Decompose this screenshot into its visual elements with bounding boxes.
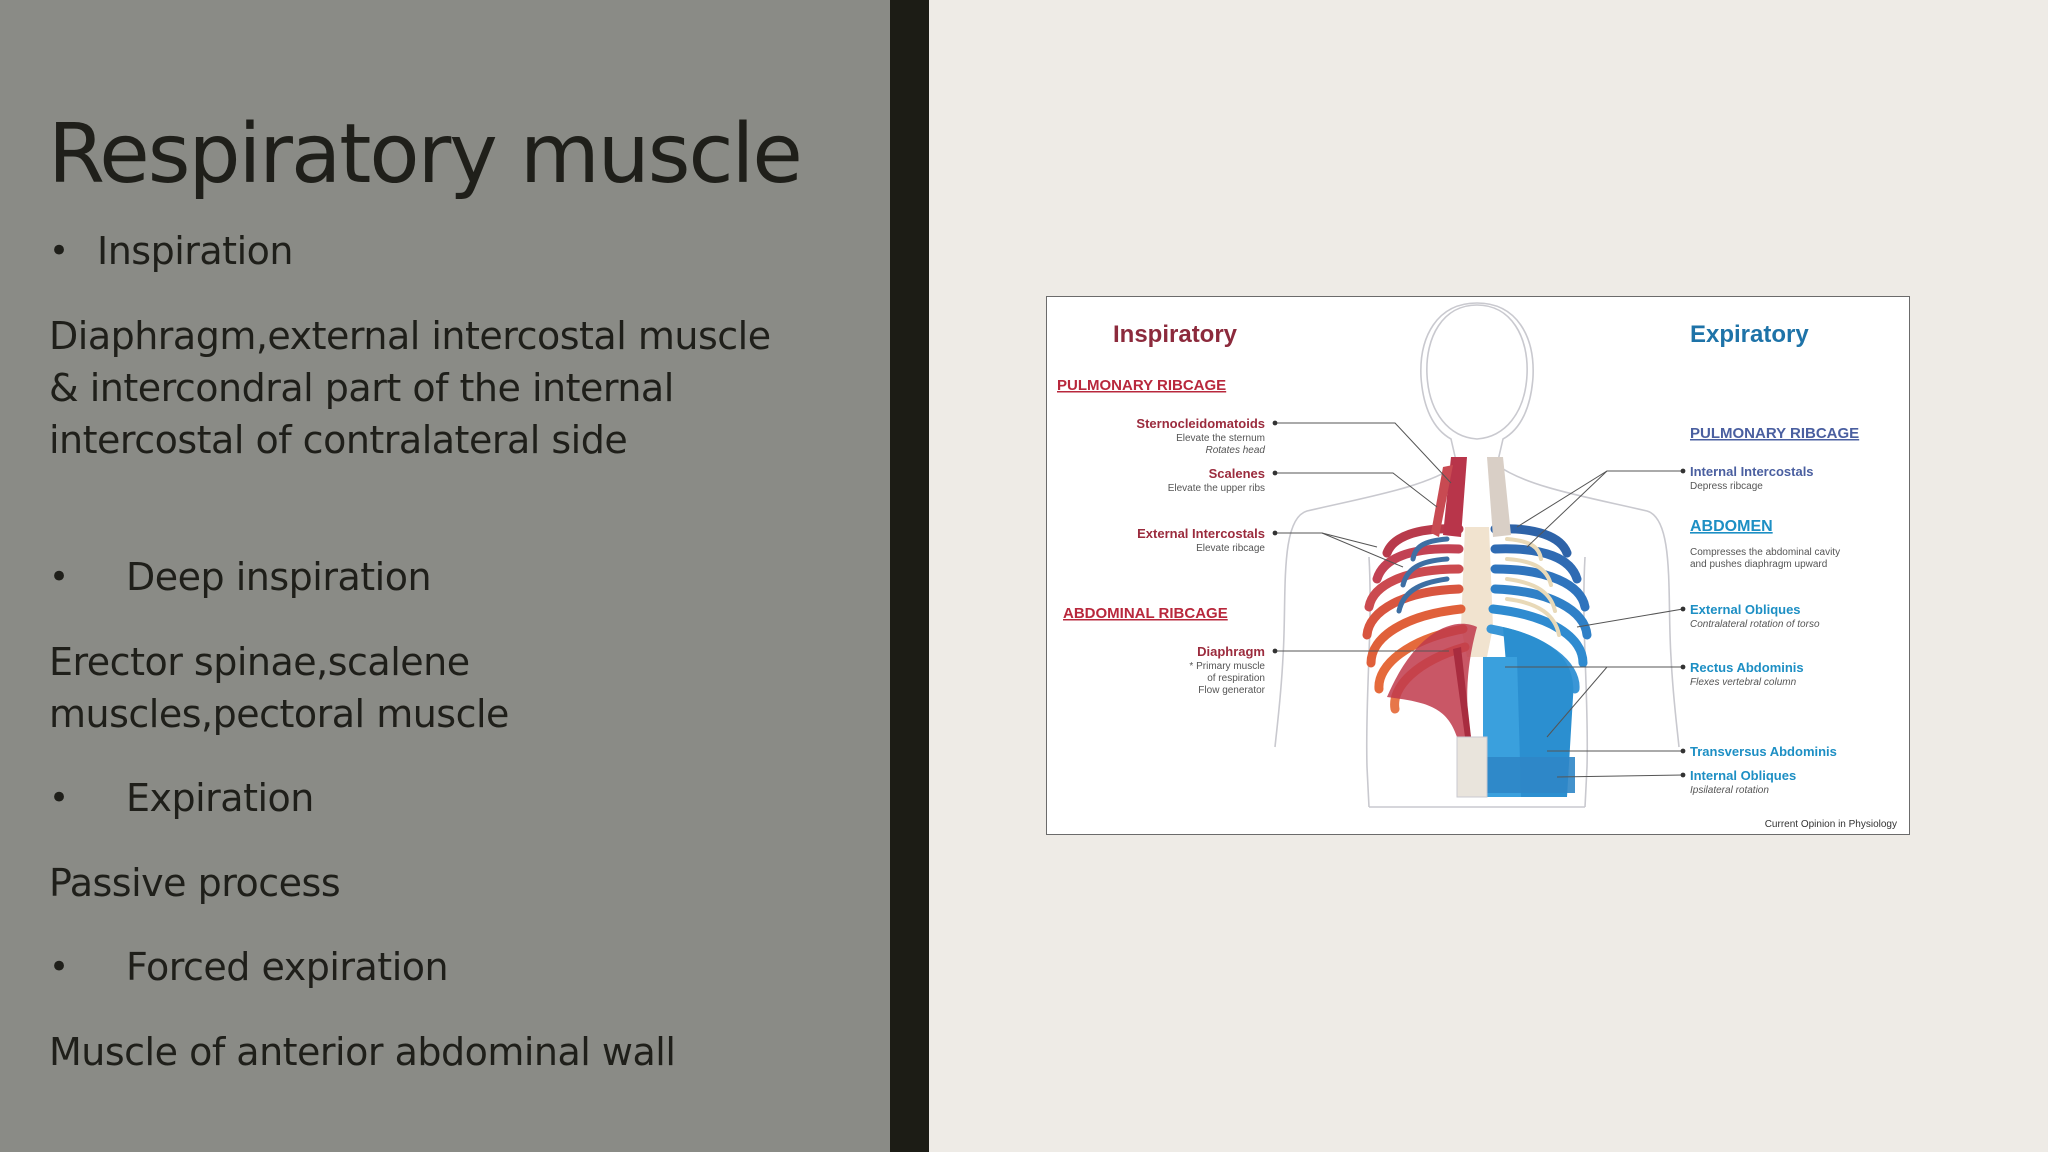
internal-obliques-desc: Ipsilateral rotation [1690,785,1769,796]
internal-intercostals-desc: Depress ribcage [1690,481,1763,492]
inspiratory-heading: Inspiratory [1113,321,1238,348]
scm-desc: Elevate the sternum [1176,433,1265,444]
diaphragm-desc-2: of respiration [1207,673,1265,684]
rectus-abdominis-desc: Flexes vertebral column [1690,677,1797,688]
abdomen-desc-2: and pushes diaphragm upward [1690,559,1828,570]
diaphragm-label: Diaphragm [1197,644,1265,659]
external-intercostals-desc: Elevate ribcage [1196,543,1265,554]
transversus-muscle [1483,757,1575,793]
deep-inspiration-detail: Erector spinae,scalene muscles,pectoral muscle [49,640,509,736]
external-obliques-desc: Contralateral rotation of torso [1690,619,1820,630]
external-obliques-label: External Obliques [1690,602,1801,617]
abdominal-ribcage-heading: ABDOMINAL RIBCAGE [1063,605,1228,622]
respiratory-muscle-figure [1046,296,1910,835]
figure-credit: Current Opinion in Physiology [1764,819,1897,830]
expiratory-heading: Expiratory [1690,321,1809,348]
right-leader-dots [1681,469,1686,778]
forced-expiration-detail: Muscle of anterior abdominal wall [49,1030,676,1074]
bullet-label: Inspiration [97,229,293,273]
bullet-icon: • [49,231,69,271]
bullet-label: Forced expiration [126,945,449,989]
external-intercostals-label: External Intercostals [1137,526,1265,541]
left-leader-dots [1273,421,1278,654]
abdomen-desc-1: Compresses the abdominal cavity [1690,547,1841,558]
internal-obliques-label: Internal Obliques [1690,768,1797,783]
diaphragm-desc-1: * Primary muscle [1189,661,1265,672]
left-text-panel [0,0,890,1152]
scalenes-label: Scalenes [1208,466,1265,481]
right-pulmonary-ribcage-heading: PULMONARY RIBCAGE [1690,425,1860,442]
slide-title: Respiratory muscle [48,107,801,202]
vertical-divider [890,0,929,1152]
scalenes-desc: Elevate the upper ribs [1167,483,1265,494]
bullet-icon: • [49,778,69,818]
head [1427,305,1527,439]
diaphragm-desc-3: Flow generator [1198,685,1265,696]
internal-intercostals-label: Internal Intercostals [1690,464,1814,479]
bullet-icon: • [49,947,69,987]
scm-desc-2: Rotates head [1205,445,1265,456]
abdomen-heading: ABDOMEN [1690,518,1773,535]
rectus-abdominis-label: Rectus Abdominis [1690,660,1804,675]
transversus-abdominis-label: Transversus Abdominis [1690,744,1837,759]
bullet-icon: • [49,557,69,597]
bullet-label: Expiration [126,776,314,820]
left-pulmonary-ribcage-heading: PULMONARY RIBCAGE [1057,377,1227,394]
anatomy-illustration [1047,297,1909,834]
bullet-label: Deep inspiration [126,555,432,599]
scm-label: Sternocleidomatoids [1136,416,1265,431]
expiration-detail: Passive process [49,861,341,905]
inspiration-detail: Diaphragm,external intercostal muscle & intercondral part of the internal intercostal of contralateral side [49,314,771,462]
